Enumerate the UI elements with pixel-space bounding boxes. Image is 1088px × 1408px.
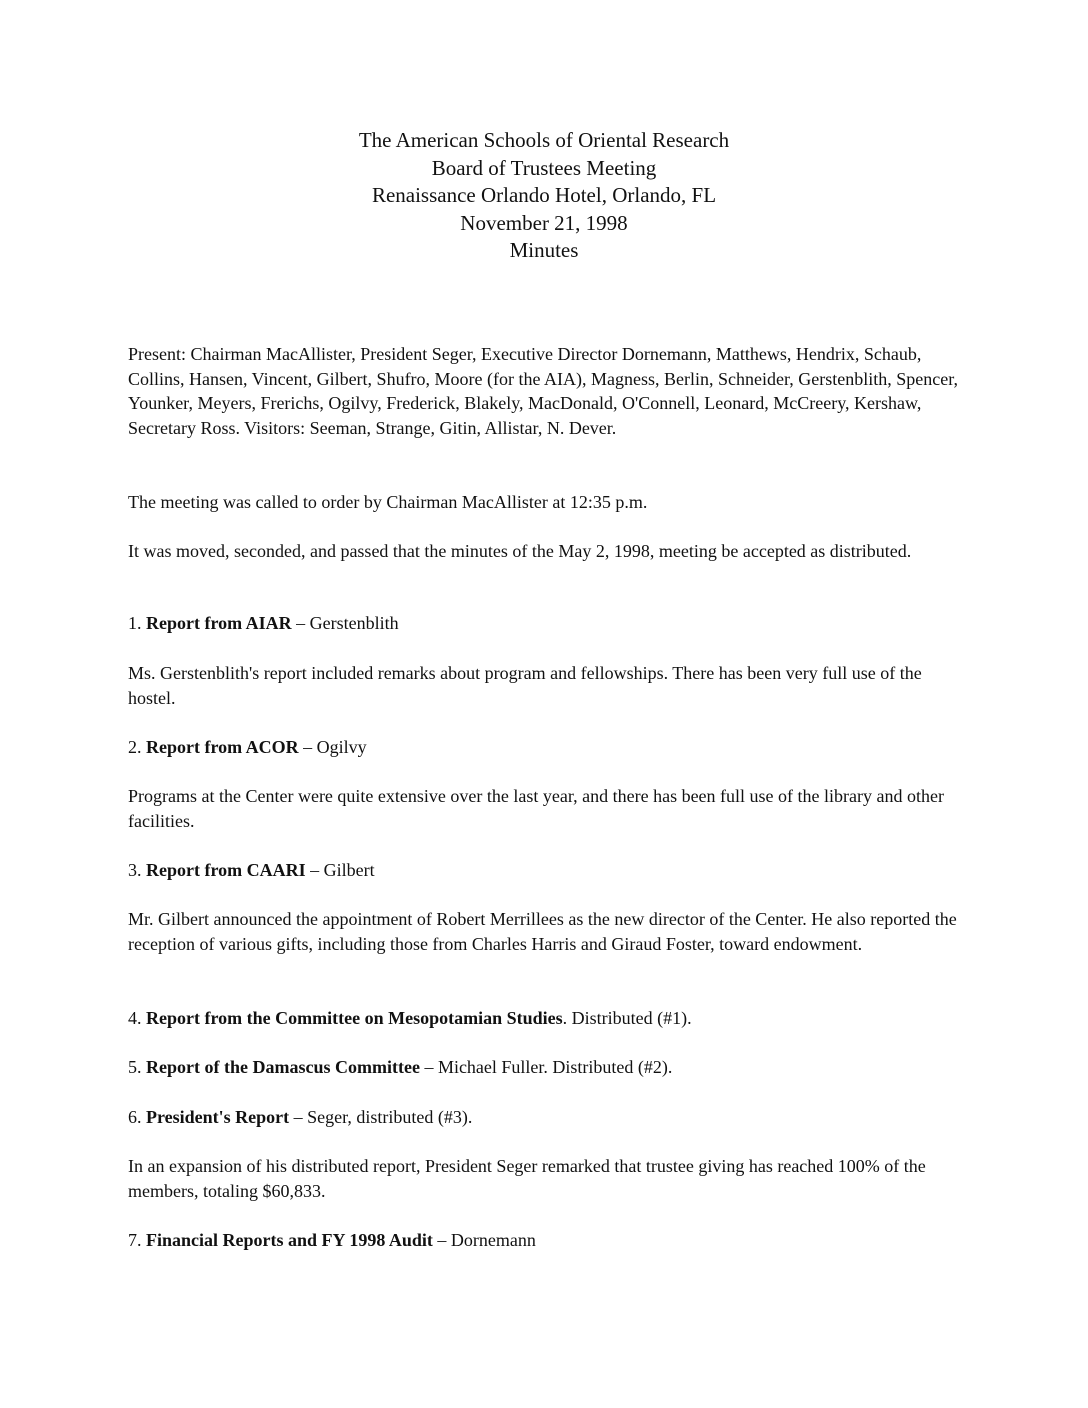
agenda-item-suffix: – Seger, distributed (#3). bbox=[289, 1107, 473, 1127]
document-header bbox=[0, 127, 1088, 265]
agenda-item-title: President's Report bbox=[146, 1107, 290, 1127]
meeting-date: November 21, 1998 bbox=[460, 210, 628, 235]
agenda-item-body: Programs at the Center were quite extensive over the last year, and there has been full use of the library and other facilities. bbox=[128, 786, 944, 831]
agenda-item-number: 4. bbox=[128, 1008, 142, 1028]
agenda-item-body: In an expansion of his distributed report, President Seger remarked that trustee giving has reached 100% of the members, totaling $60,833. bbox=[128, 1156, 926, 1201]
agenda-item-heading bbox=[128, 611, 968, 636]
agenda-item-suffix: . Distributed (#1). bbox=[562, 1008, 692, 1028]
document-type: Minutes bbox=[509, 238, 579, 262]
agenda-item-title: Report from the Committee on Mesopotamian Studies bbox=[146, 1008, 563, 1028]
agenda-item-title: Financial Reports and FY 1998 Audit bbox=[146, 1230, 433, 1250]
agenda-item-body: Mr. Gilbert announced the appointment of Robert Merrillees as the new director of the Center. He also reported the reception of various gifts, including those from Charles Harris and Giraud Foster, toward endowment. bbox=[128, 909, 957, 954]
agenda-item-heading bbox=[128, 1228, 968, 1253]
attendance-paragraph: Present: Chairman MacAllister, President Seger, Executive Director Dornemann, Matthews, Hendrix, Schaub, Collins, Hansen, Vincent, Gilbert, Shufro, Moore (for the AIA), Magness, Berlin, Schneider, Gerstenblith, Spencer, Younker, Meyers, Frerichs, Ogilvy, Frederick, Blakely, MacDonald, O'Connell, Leonard, McCreery, Kershaw, Secretary Ross. Visitors: Seeman, Strange, Gitin, Allistar, N. Dever. bbox=[128, 344, 958, 438]
agenda-item-heading bbox=[128, 1105, 968, 1130]
agenda-item-number: 6. bbox=[128, 1107, 142, 1127]
agenda-item-title: Report from CAARI bbox=[146, 860, 306, 880]
organization-title: The American Schools of Oriental Research bbox=[358, 128, 730, 152]
meeting-location: Renaissance Orlando Hotel, Orlando, FL bbox=[371, 183, 717, 207]
agenda-item-number: 2. bbox=[128, 737, 142, 757]
agenda-item-number: 7. bbox=[128, 1230, 142, 1250]
agenda-item-suffix: – Gilbert bbox=[305, 860, 375, 880]
agenda-item-title: Report from ACOR bbox=[146, 737, 299, 757]
agenda-item-number: 3. bbox=[128, 860, 142, 880]
minutes-approval-paragraph: It was moved, seconded, and passed that the minutes of the May 2, 1998, meeting be accepted as distributed. bbox=[128, 541, 912, 561]
agenda-item-heading bbox=[128, 858, 968, 883]
agenda-item-title: Report from AIAR bbox=[146, 613, 292, 633]
agenda-item-heading bbox=[128, 1006, 968, 1031]
agenda-item-number: 5. bbox=[128, 1057, 142, 1077]
agenda-item-heading bbox=[128, 735, 968, 760]
agenda-item-suffix: – Michael Fuller. Distributed (#2). bbox=[419, 1057, 673, 1077]
agenda-item-body: Ms. Gerstenblith's report included remarks about program and fellowships. There has been very full use of the hostel. bbox=[128, 663, 922, 708]
agenda-item-title: Report of the Damascus Committee bbox=[146, 1057, 420, 1077]
agenda-item-suffix: – Ogilvy bbox=[298, 737, 367, 757]
agenda-item-number: 1. bbox=[128, 613, 142, 633]
call-to-order-paragraph: The meeting was called to order by Chairman MacAllister at 12:35 p.m. bbox=[128, 492, 648, 512]
agenda-item-suffix: – Gerstenblith bbox=[291, 613, 399, 633]
agenda-item-suffix: – Dornemann bbox=[432, 1230, 536, 1250]
meeting-title: Board of Trustees Meeting bbox=[431, 155, 657, 180]
agenda-item-heading bbox=[128, 1055, 968, 1080]
